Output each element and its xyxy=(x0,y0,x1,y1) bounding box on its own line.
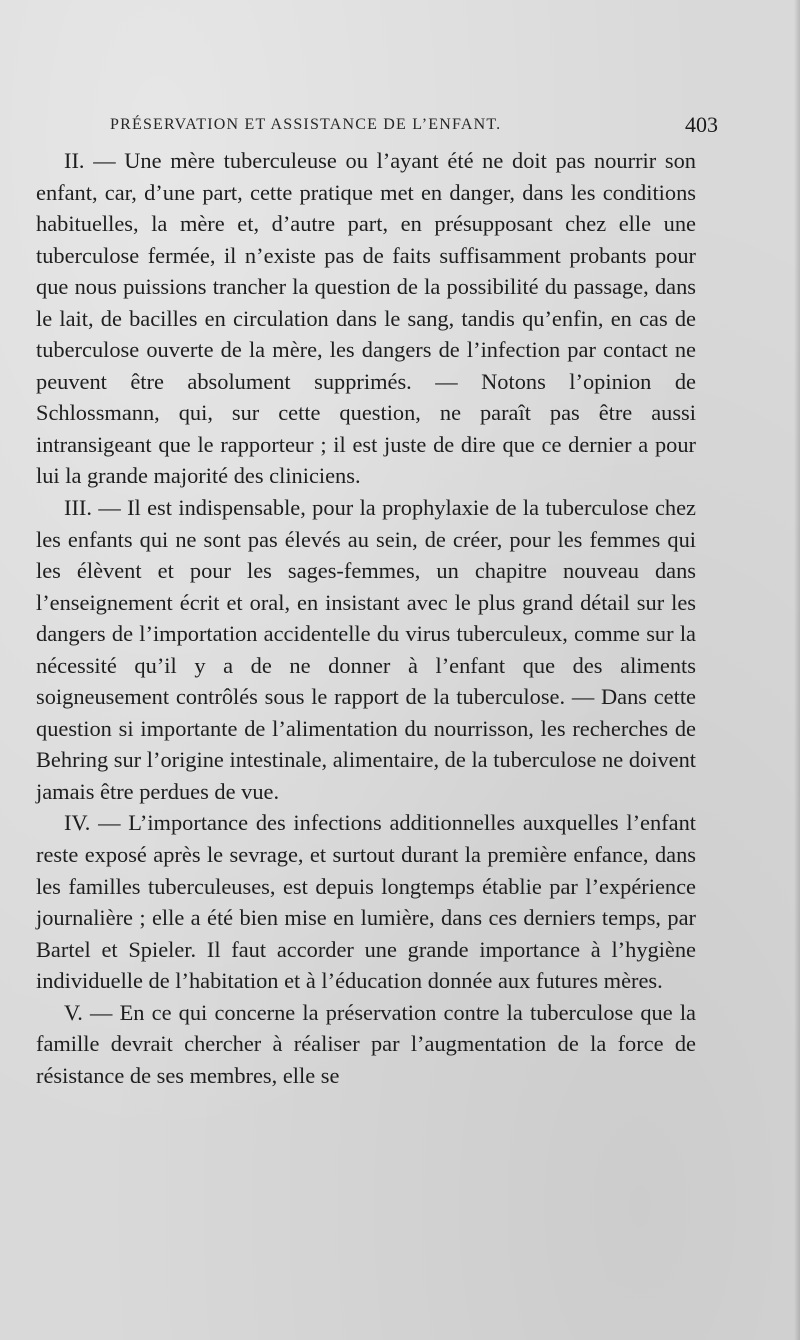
running-header xyxy=(110,112,718,142)
body-text xyxy=(36,145,696,1091)
paragraph-ii: II. — Une mère tuberculeuse ou l’ayant été ne doit pas nourrir son enfant, car, d’une part, cette pratique met en danger, dans les conditions habituelles, la mère et, d’autre part, en présupposant chez elle une tuberculose fermée, il n’existe pas de faits suffisamment probants pour que nous puissions trancher la question de la possibilité du passage, dans le lait, de bacilles en circulation dans le sang, tandis qu’enfin, en cas de tuberculose ouverte de la mère, les dangers de l’infection par contact ne peuvent être absolument supprimés. — Notons l’opinion de Schlossmann, qui, sur cette question, ne paraît pas être aussi intransigeant que le rapporteur ; il est juste de dire que ce dernier a pour lui la grande majorité des cliniciens. xyxy=(36,148,696,489)
paragraph-v: V. — En ce qui concerne la préservation contre la tuberculose que la famille devrait chercher à réaliser par l’augmentation de la force de résistance de ses membres, elle se xyxy=(36,999,696,1088)
paragraph-iv: IV. — L’importance des infections additionnelles auxquelles l’enfant reste exposé après le sevrage, et surtout durant la première enfance, dans les familles tuberculeuses, est depuis longtemps établie par l’expérience journalière ; elle a été bien mise en lumière, dans ces derniers temps, par Bartel et Spieler. Il faut accorder une grande importance à l’hygiène individuelle de l’habitation et à l’éducation donnée aux futures mères. xyxy=(36,810,696,994)
paragraph-iii: III. — Il est indispensable, pour la prophylaxie de la tuberculose chez les enfants qui ne sont pas élevés au sein, de créer, pour les femmes qui les élèvent et pour les sages-femmes, un chapitre nouveau dans l’enseignement écrit et oral, en insistant avec le plus grand détail sur les dangers de l’importation accidentelle du virus tuberculeux, comme sur la nécessité qu’il y a de ne donner à l’enfant que des aliments soigneusement contrôlés sous le rapport de la tuberculose. — Dans cette question si importante de l’alimentation du nourrisson, les recherches de Behring sur l’origine intestinale, alimentaire, de la tuberculose ne doivent jamais être perdues de vue. xyxy=(36,495,696,804)
running-title: PRÉSERVATION ET ASSISTANCE DE L’ENFANT. xyxy=(110,116,502,133)
page-number: 403 xyxy=(685,112,718,137)
